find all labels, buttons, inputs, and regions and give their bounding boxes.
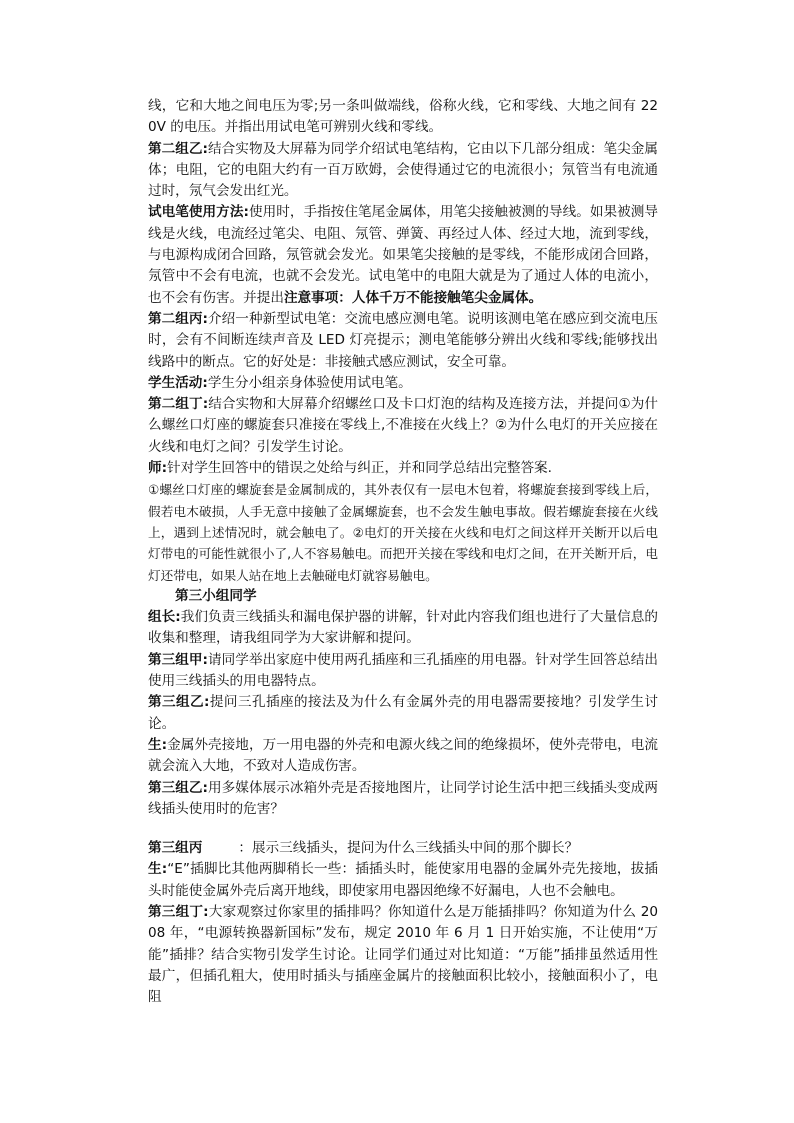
- speaker-label: 试电笔使用方法:: [148, 204, 249, 221]
- paragraph-answer: [148, 479, 658, 585]
- paragraph-student-e-pin: [148, 859, 658, 902]
- speaker-label: 第三组乙:: [148, 779, 208, 796]
- speaker-label: 师:: [148, 460, 168, 477]
- speaker-label: 组长:: [148, 609, 181, 626]
- paragraph-text: 结合实物和大屏幕介绍螺丝口及卡口灯泡的结构及连接方法，并提问①为什么螺丝口灯座的螺旋套只准接在零线上,不准接在火线上？②为什么电灯的开关应接在火线和电灯之间？引发学生讨论。: [148, 396, 659, 455]
- paragraph-group2-c: [148, 309, 658, 373]
- paragraph-student-activity: [148, 373, 658, 394]
- paragraph-usage-method: [148, 202, 658, 308]
- paragraph-group3-b-media: [148, 778, 658, 821]
- speaker-label: 第三组丁:: [148, 903, 209, 920]
- speaker-label: 第三组丙: [148, 840, 203, 857]
- paragraph-group2-d: [148, 394, 658, 458]
- section-title: 第三小组同学: [175, 587, 257, 604]
- paragraph-text: ①螺丝口灯座的螺旋套是金属制成的，其外表仅有一层电木包着，将螺旋套接到零线上后，假若电木破损，人手无意中接触了金属螺旋套，也不会发生触电事故。假若螺旋套接在火线上，遇到上述情况时，就会触电了。②电灯的开关接在火线和电灯之间这样开关断开以后电灯带电的可能性就很小了,人不容易触电。而把开关接在零线和电灯之间，在开关断开后，电灯还带电，如果人站在地上去触碰电灯就容易触电。: [148, 482, 658, 583]
- paragraph-group2-b: [148, 139, 658, 203]
- speaker-label: 生:: [148, 736, 168, 753]
- paragraph-text: “E”插脚比其他两脚稍长一些：插插头时，能使家用电器的金属外壳先接地，拔插头时能使金属外壳后离开地线，即使家用电器因绝缘不好漏电，人也不会触电。: [148, 861, 659, 899]
- speaker-label: 第二组丙:: [148, 310, 208, 327]
- speaker-label: 第二组丁:: [148, 396, 209, 413]
- paragraph-text: 提问三孔插座的接法及为什么有金属外壳的用电器需要接地？引发学生讨论。: [148, 694, 658, 732]
- speaker-label: 生:: [148, 861, 168, 878]
- paragraph-text: 用多媒体展示冰箱外壳是否接地图片，让同学讨论生活中把三线插头变成两线插头使用时的危害？: [148, 779, 658, 817]
- speaker-label: 学生活动:: [148, 374, 208, 391]
- paragraph-text: 线，它和大地之间电压为零;另一条叫做端线，俗称火线，它和零线、大地之间有 220V 的电压。并指出用试电笔可辨别火线和零线。: [148, 98, 658, 136]
- speaker-label: 第三组乙:: [148, 694, 210, 711]
- paragraph-group3-b: [148, 692, 658, 735]
- paragraph-text: ：展示三线插头，提问为什么三线插头中间的那个脚长？: [238, 840, 579, 857]
- paragraph-text: 使用时，手指按住笔尾金属体，用笔尖接触被测的导线。如果被测导线是火线，电流经过笔尖、电阻、氖管、弹簧、再经过人体、经过大地，流到零线，与电源构成闭合回路，氖管就会发光。如果笔尖接触的是零线，不能形成闭合回路，氖管中不会有电流，也就不会发光。试电笔中的电阻大就是为了通过人体的电流小，也不会有伤害。并提出: [148, 204, 659, 306]
- paragraph-text: 介绍一种新型试电笔：交流电感应测电笔。说明该测电笔在感应到交流电压时，会有不间断连续声音及 LED 灯亮提示；测电笔能够分辨出火线和零线;能够找出线路中的断点。它的好处是：非接触式感应测试，安全可靠。: [148, 310, 658, 370]
- paragraph-text: 结合实物及大屏幕为同学介绍试电笔结构，它由以下几部分组成：笔尖金属体；电阻，它的电阻大约有一百万欧姆，会使得通过它的电流很小；氖管当有电流通过时，氖气会发出红光。: [148, 140, 658, 200]
- paragraph-group3-c: [148, 838, 658, 859]
- paragraph-gap: [148, 820, 658, 838]
- paragraph-group3-a: [148, 650, 658, 693]
- paragraph-text: 针对学生回答中的错误之处给与纠正，并和同学总结出完整答案.: [167, 460, 552, 477]
- paragraph-text: 大家观察过你家里的插排吗？你知道什么是万能插排吗？你知道为什么 2008 年，“电源转换器新国标”发布，规定 2010 年 6 月 1 日开始实施，不让使用“万能”插排？结合实物引发学生讨论。让同学们通过对比知道：“万能”插排虽然适用性最广，但插孔粗大，使用时插头与插座金属片的接触面积比较小，接触面积小了，电阻: [148, 903, 658, 1006]
- paragraph-teacher: [148, 458, 658, 479]
- speaker-label: 第二组乙:: [148, 140, 208, 157]
- paragraph-text: 我们负责三线插头和漏电保护器的讲解，针对此内容我们组也进行了大量信息的收集和整理，请我组同学为大家讲解和提问。: [148, 609, 659, 647]
- speaker-label: 第三组甲:: [148, 651, 208, 668]
- paragraph-text: 请同学举出家庭中使用两孔插座和三孔插座的用电器。针对学生回答总结出使用三线插头的用电器特点。: [148, 651, 658, 690]
- paragraph-student-answer: [148, 735, 658, 778]
- paragraph-text: 金属外壳接地，万一用电器的外壳和电源火线之间的绝缘损坏，使外壳带电，电流就会流入大地，不致对人造成伤害。: [148, 736, 659, 775]
- safety-note: 注意事项：人体千万不能接触笔尖金属体。: [283, 289, 543, 306]
- paragraph-voltage: [148, 96, 658, 139]
- paragraph-text: 学生分小组亲身体验使用试电笔。: [207, 374, 412, 391]
- paragraph-leader: [148, 607, 658, 650]
- paragraph-group3-d: [148, 902, 658, 1008]
- document-page: [148, 96, 658, 1008]
